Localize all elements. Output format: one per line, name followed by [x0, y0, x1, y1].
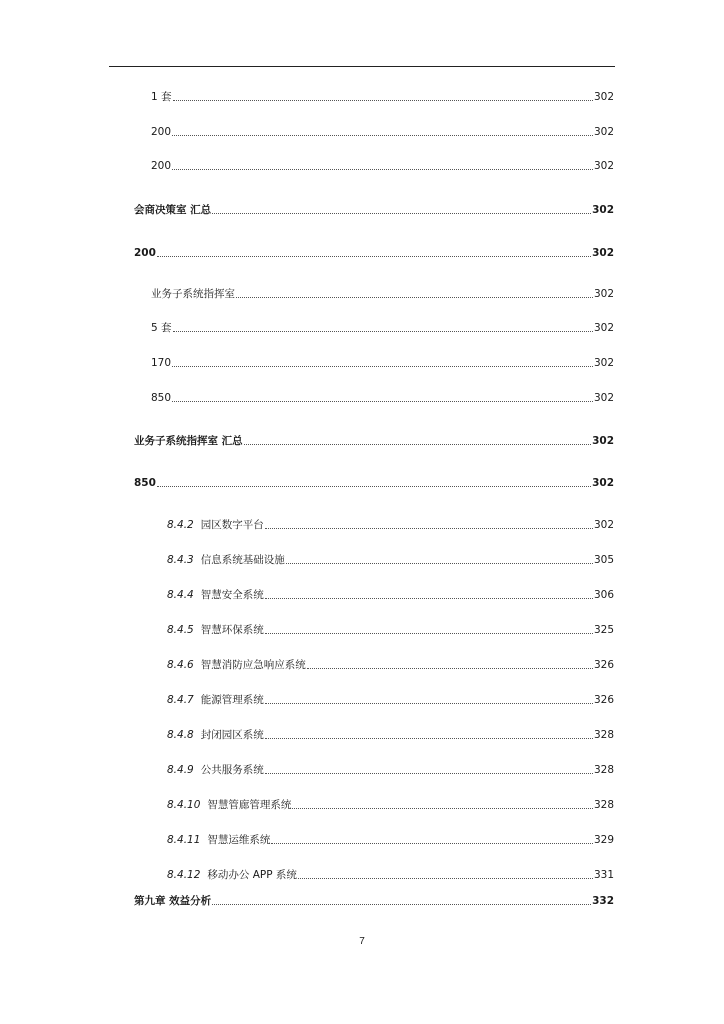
toc-entry-page: 328 — [593, 799, 614, 811]
toc-entry-number: 8.4.12 — [167, 869, 201, 881]
toc-entry-page: 305 — [593, 554, 614, 566]
toc-entry-page: 328 — [593, 764, 614, 776]
toc-entry-text: 200 — [134, 247, 156, 259]
dot-leader — [244, 444, 591, 445]
toc-entry-page: 331 — [593, 869, 614, 881]
toc-entry-title — [167, 623, 264, 637]
toc-entry[interactable] — [134, 472, 614, 490]
toc-entry[interactable] — [167, 724, 614, 742]
toc-entry[interactable] — [167, 794, 614, 812]
toc-entry[interactable] — [167, 654, 614, 672]
toc-entry-text: 信息系统基础设施 — [200, 554, 285, 566]
toc-entry[interactable] — [151, 317, 614, 335]
toc-entry-text: 850 — [151, 392, 172, 404]
toc-entry-title — [151, 321, 172, 335]
toc-entry[interactable] — [167, 514, 614, 532]
toc-entry[interactable] — [134, 242, 614, 260]
toc-entry-text: 智慧环保系统 — [200, 624, 264, 636]
toc-entry-text: 智慧消防应急响应系统 — [200, 659, 306, 671]
dot-leader — [265, 738, 593, 739]
toc-entry-text: 封闭园区系统 — [200, 729, 264, 741]
toc-entry[interactable] — [134, 199, 614, 217]
dot-leader — [292, 808, 593, 809]
toc-entry-title — [151, 391, 171, 405]
dot-leader — [265, 633, 593, 634]
toc-entry-text: 170 — [151, 357, 172, 369]
toc-entry-page: 302 — [593, 519, 614, 531]
toc-entry-title — [167, 763, 264, 777]
dot-leader — [298, 878, 593, 879]
dot-leader — [172, 169, 593, 170]
toc-entry-text: 业务子系统指挥室 汇总 — [134, 435, 243, 447]
toc-entry[interactable] — [167, 759, 614, 777]
toc-entry[interactable] — [167, 829, 614, 847]
toc-entry-text: 第九章 效益分析 — [134, 895, 212, 907]
toc-entry-title — [151, 287, 235, 301]
toc-entry-page: 306 — [593, 589, 614, 601]
toc-entry-page: 326 — [593, 694, 614, 706]
toc-entry-text: 能源管理系统 — [200, 694, 264, 706]
toc-entry-number: 8.4.11 — [167, 834, 201, 846]
toc-entry[interactable] — [151, 352, 614, 370]
dot-leader — [286, 563, 593, 564]
toc-entry-title — [151, 159, 171, 173]
toc-entry-number: 8.4.7 — [167, 694, 194, 706]
toc-entry-title — [151, 356, 171, 370]
toc-entry-text: 业务子系统指挥室 — [151, 288, 235, 300]
dot-leader — [157, 256, 591, 257]
toc-entry[interactable] — [134, 430, 614, 448]
toc-entry-title — [151, 125, 171, 139]
toc-entry[interactable] — [167, 619, 614, 637]
toc-entry-page: 302 — [593, 160, 614, 172]
toc-entry-text: 5 套 — [151, 322, 172, 334]
toc-entry-title — [167, 588, 264, 602]
toc-entry[interactable] — [167, 864, 614, 882]
toc-entry[interactable] — [167, 584, 614, 602]
dot-leader — [173, 100, 593, 101]
toc-entry-page: 332 — [592, 895, 614, 907]
toc-entry-page: 325 — [593, 624, 614, 636]
toc-entry-title — [167, 728, 264, 742]
dot-leader — [212, 904, 591, 905]
toc-entry-title — [134, 246, 156, 260]
toc-entry-number: 8.4.10 — [167, 799, 201, 811]
toc-entry-title — [167, 693, 264, 707]
toc-entry-title — [134, 894, 211, 908]
dot-leader — [212, 213, 591, 214]
toc-entry[interactable] — [151, 86, 614, 104]
toc-entry[interactable] — [167, 689, 614, 707]
toc-entry-text: 1 套 — [151, 91, 172, 103]
dot-leader — [157, 486, 591, 487]
toc-entry-text: 移动办公 APP 系统 — [207, 869, 297, 881]
page-number: 7 — [359, 936, 365, 947]
toc-entry-text: 园区数字平台 — [200, 519, 264, 531]
toc-entry-text: 公共服务系统 — [200, 764, 264, 776]
toc-entry-number: 8.4.9 — [167, 764, 194, 776]
dot-leader — [265, 528, 593, 529]
toc-entry-page: 302 — [592, 247, 614, 259]
dot-leader — [271, 843, 593, 844]
toc-entry-page: 302 — [593, 322, 614, 334]
toc-entry-text: 200 — [151, 126, 172, 138]
toc-entry-title — [167, 553, 285, 567]
toc-entry-title — [167, 833, 270, 847]
toc-entry-number: 8.4.6 — [167, 659, 194, 671]
toc-entry[interactable] — [151, 121, 614, 139]
toc-entry-page: 328 — [593, 729, 614, 741]
dot-leader — [236, 297, 593, 298]
toc-entry-title — [134, 434, 243, 448]
toc-entry-page: 302 — [593, 357, 614, 369]
toc-entry[interactable] — [167, 549, 614, 567]
toc-entry-page: 302 — [593, 288, 614, 300]
toc-entry-text: 850 — [134, 477, 156, 489]
toc-entry-text: 200 — [151, 160, 172, 172]
toc-entry-page: 302 — [593, 392, 614, 404]
toc-entry-page: 302 — [592, 477, 614, 489]
toc-entry-number: 8.4.3 — [167, 554, 194, 566]
toc-entry-number: 8.4.8 — [167, 729, 194, 741]
toc-entry-number: 8.4.5 — [167, 624, 194, 636]
dot-leader — [265, 598, 593, 599]
toc-entry-page: 302 — [592, 435, 614, 447]
dot-leader — [172, 366, 593, 367]
toc-entry-title — [151, 90, 172, 104]
toc-entry[interactable] — [151, 387, 614, 405]
toc-entry-title — [167, 798, 291, 812]
toc-entry-page: 302 — [593, 91, 614, 103]
toc-entry-page: 302 — [593, 126, 614, 138]
dot-leader — [173, 331, 593, 332]
toc-entry-title — [134, 476, 156, 490]
toc-entry-title — [167, 658, 306, 672]
toc-entry-number: 8.4.4 — [167, 589, 194, 601]
dot-leader — [265, 703, 593, 704]
dot-leader — [307, 668, 593, 669]
toc-entry-text: 智慧管廊管理系统 — [207, 799, 292, 811]
dot-leader — [265, 773, 593, 774]
toc-entry[interactable] — [151, 283, 614, 301]
toc-entry-page: 302 — [592, 204, 614, 216]
dot-leader — [172, 401, 593, 402]
toc-entry[interactable] — [134, 890, 614, 908]
toc-entry-text: 会商决策室 汇总 — [134, 204, 212, 216]
toc-entry[interactable] — [151, 155, 614, 173]
toc-entry-page: 329 — [593, 834, 614, 846]
toc-entry-text: 智慧安全系统 — [200, 589, 264, 601]
toc-entry-title — [167, 518, 264, 532]
toc-entry-text: 智慧运维系统 — [207, 834, 271, 846]
toc-entry-page: 326 — [593, 659, 614, 671]
toc-entry-title — [167, 868, 297, 882]
dot-leader — [172, 135, 593, 136]
toc-entry-number: 8.4.2 — [167, 519, 194, 531]
toc-entry-title — [134, 203, 211, 217]
